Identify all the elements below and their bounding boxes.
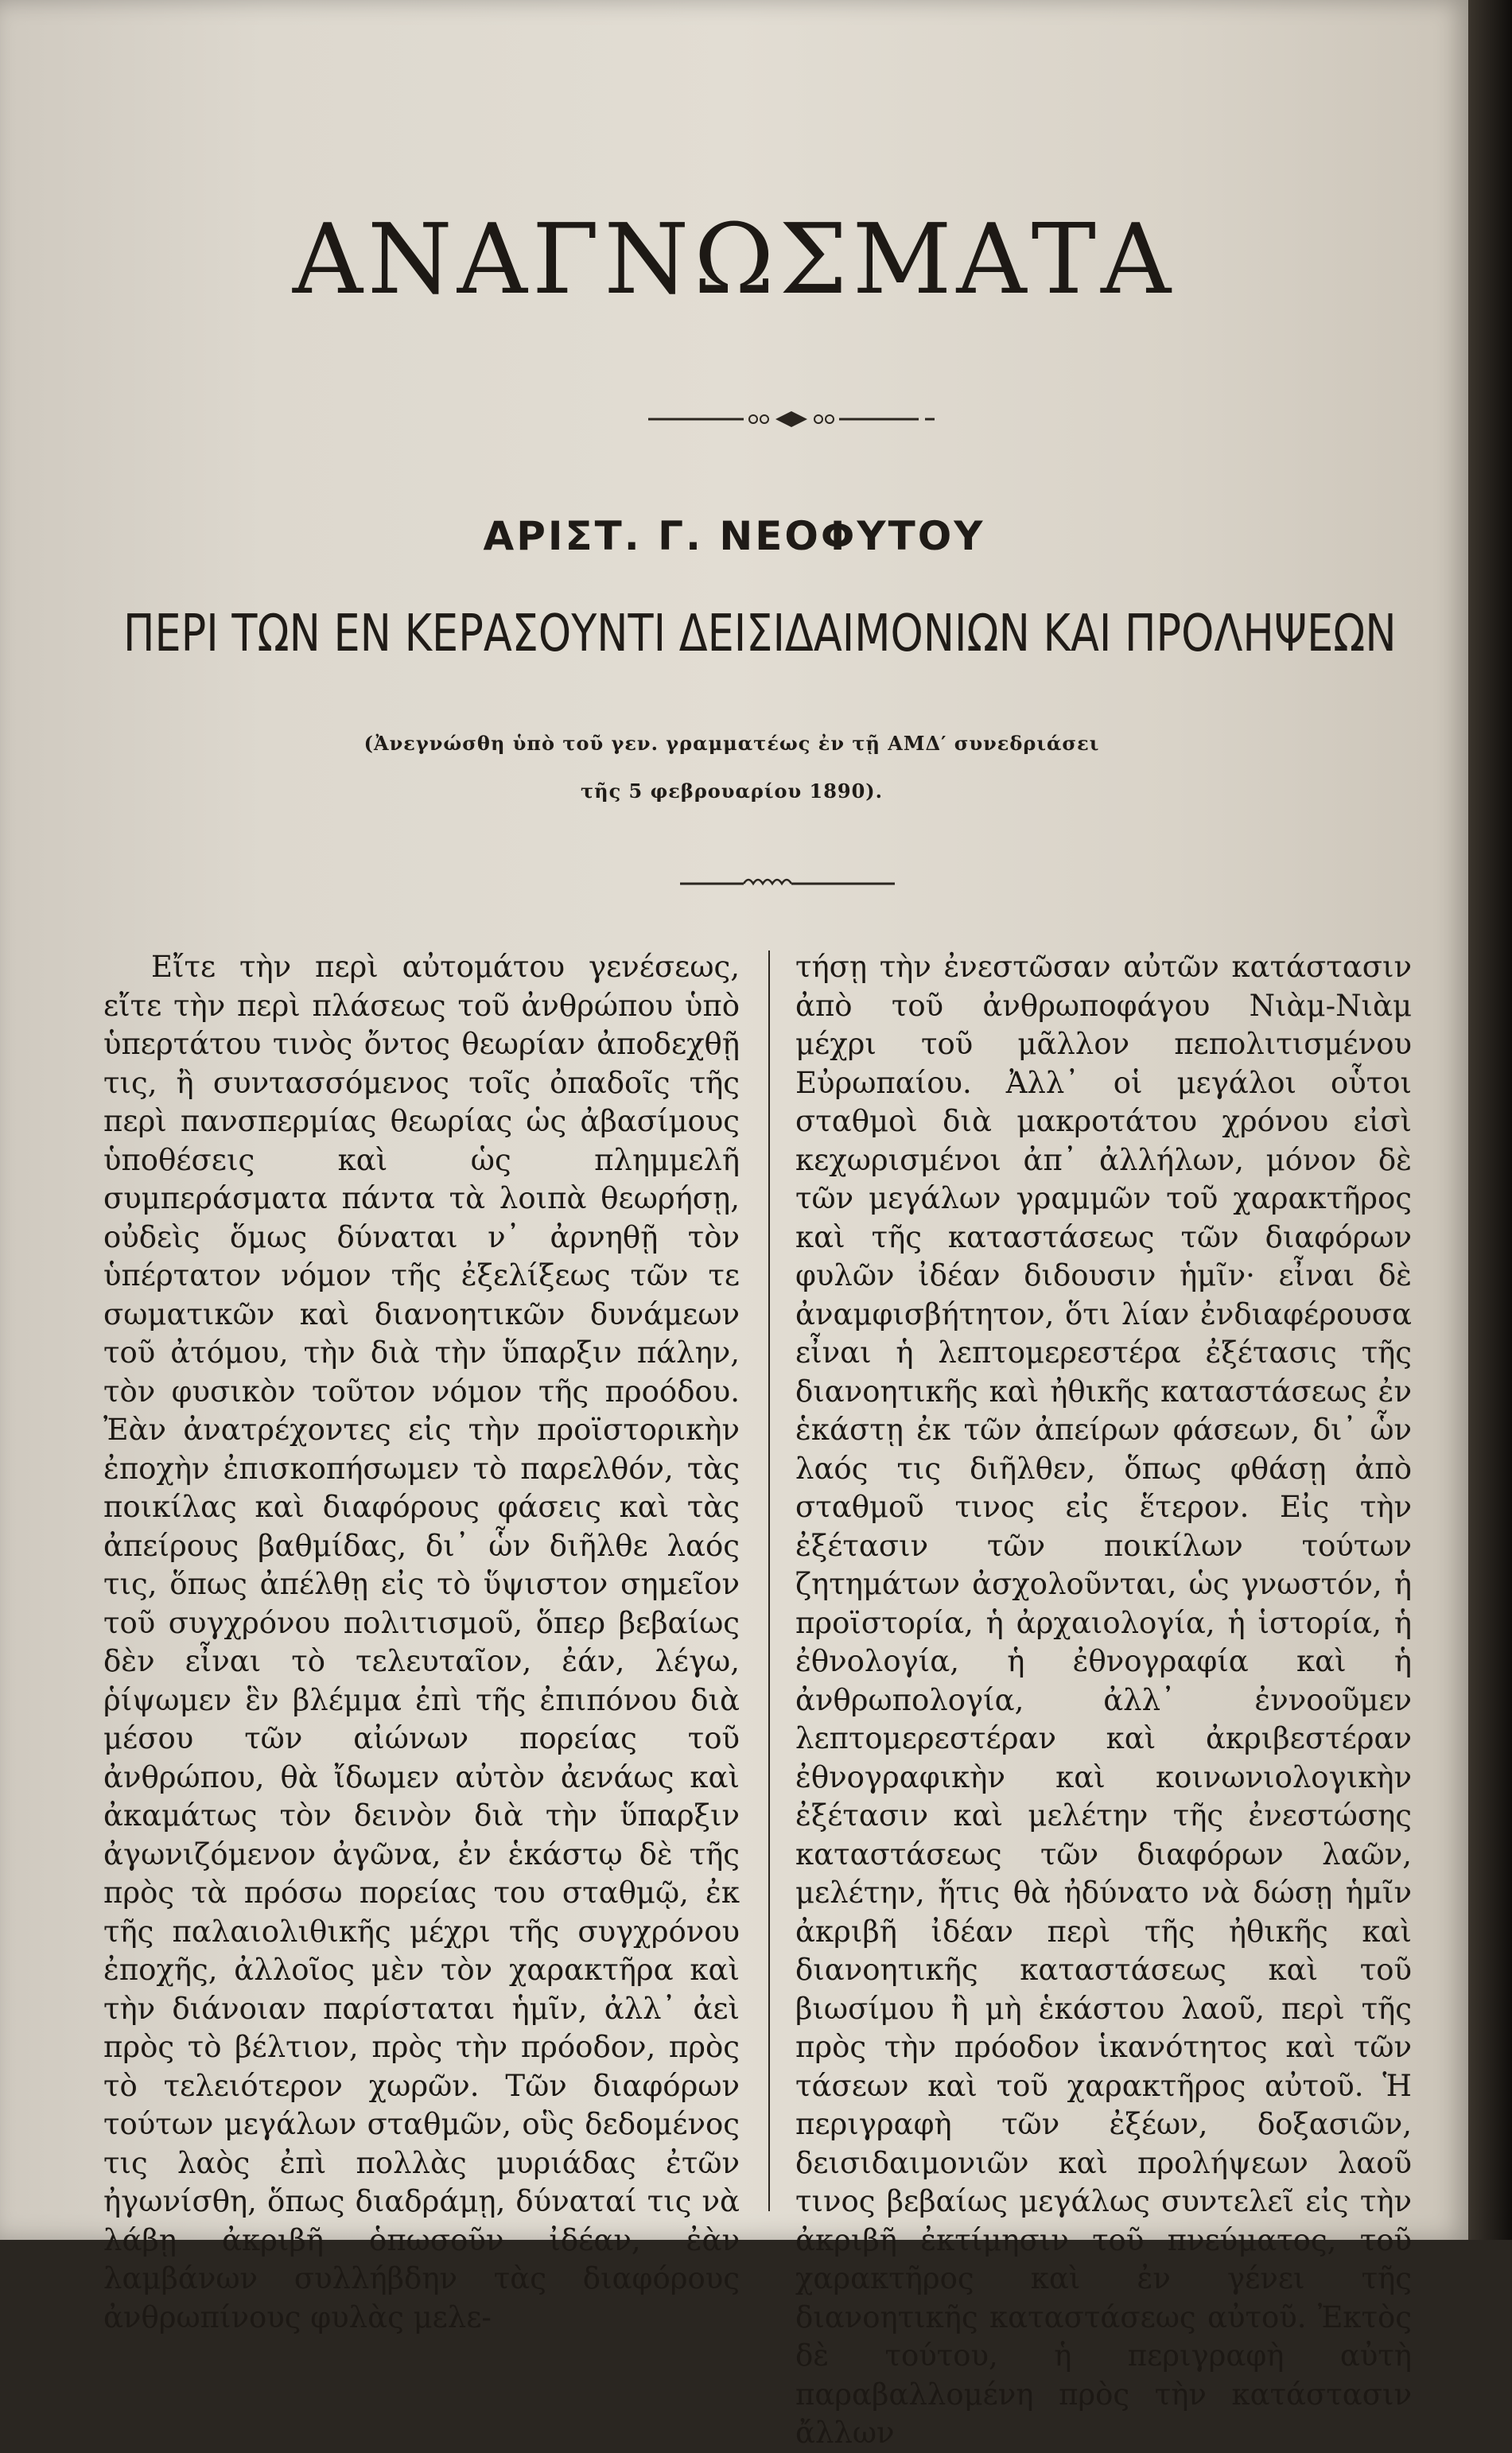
wave-divider [680, 871, 895, 890]
reading-note-line-1: (Ἀνεγνώσθη ὑπὸ τοῦ γεν. γραμματέως ἐν τῇ ΑΜΔ′ συνεδριάσει [363, 732, 1100, 755]
text-column-left [103, 948, 740, 2337]
column-rule [768, 950, 770, 2211]
book-spine-shadow [1468, 0, 1512, 2240]
section-title: ΑΝΑΓΝΩΣΜΑΤΑ [292, 203, 1176, 316]
article-author: ΑΡΙΣΤ. Γ. ΝΕΟΦΥΤΟΥ [483, 513, 985, 559]
ornament-divider [648, 407, 935, 431]
paragraph-right: τήσῃ τὴν ἐνεστῶσαν αὐτῶν κατάστασιν ἀπὸ τοῦ ἀνθρωποφάγου Νιὰμ-Νιὰμ μέχρι τοῦ μᾶλλον πεπολιτισμένου Εὐρωπαίου. Ἀλλ᾽ οἱ μεγάλοι οὗτοι σταθμοὶ διὰ μακροτάτου χρόνου εἰσὶ κεχωρισμένοι ἀπ᾽ ἀλλήλων, μόνον δὲ τῶν μεγάλων γραμμῶν τοῦ χαρακτῆρος καὶ τῆς καταστάσεως τῶν διαφόρων φυλῶν ἰδέαν διδουσιν ἡμῖν· εἶναι δὲ ἀναμφισβήτητον, ὅτι λίαν ἐνδιαφέρουσα εἶναι ἡ λεπτομερεστέρα ἐξέτασις τῆς διανοητικῆς καὶ ἠθικῆς καταστάσεως ἐν ἑκάστῃ ἐκ τῶν ἀπείρων φάσεων, δι᾽ ὧν λαός τις διῆλθεν, ὅπως φθάσῃ ἀπὸ σταθμοῦ τινος εἰς ἕτερον. Εἰς τὴν ἐξέτασιν τῶν ποικίλων τούτων ζητημάτων ἀσχολοῦνται, ὡς γνωστόν, ἡ προϊστορία, ἡ ἀρχαιολογία, ἡ ἱστορία, ἡ ἐθνολογία, ἡ ἐθνογραφία καὶ ἡ ἀνθρωπολογία, ἀλλ᾽ ἐννοοῦμεν λεπτομερεστέραν καὶ ἀκριβεστέραν ἐθνογραφικὴν καὶ κοινωνιολογικὴν ἐξέτασιν καὶ μελέτην τῆς ἐνεστώσης καταστάσεως τῶν διαφόρων λαῶν, μελέτην, ἥτις θὰ ἠδύνατο νὰ δώσῃ ἡμῖν ἀκριβῆ ἰδέαν περὶ τῆς ἠθικῆς καὶ διανοητικῆς καταστάσεως καὶ τοῦ βιωσίμου ἢ μὴ ἑκάστου λαοῦ, περὶ τῆς πρὸς τὴν πρόοδον ἱκανότητος καὶ τῶν τάσεων καὶ τοῦ χαρακτῆρος αὐτοῦ. Ἡ περιγραφὴ τῶν ἐξέων, δοξασιῶν, δεισιδαιμονιῶν καὶ προλήψεων λαοῦ τινος βεβαίως μεγάλως συντελεῖ εἰς τὴν ἀκριβῆ ἐκτίμησιν τοῦ πνεύματος, τοῦ χαρακτῆρος καὶ ἐν γένει τῆς διανοητικῆς καταστάσεως αὐτοῦ. Ἐκτὸς δὲ τούτου, ἡ περιγραφὴ αὐτὴ παραβαλλομένη πρὸς τὴν κατάστασιν ἄλλων [795, 950, 1412, 2450]
article-title: ΠΕΡΙ ΤΩΝ ΕΝ ΚΕΡΑΣΟΥΝΤΙ ΔΕΙΣΙΔΑΙΜΟΝΙΩΝ ΚΑΙ ΠΡΟΛΗΨΕΩΝ [123, 605, 1397, 663]
reading-note [215, 720, 1249, 815]
text-column-right [795, 948, 1412, 2453]
reading-note-line-2: τῆς 5 φεβρουαρίου 1890). [580, 779, 884, 803]
paragraph-left: Εἴτε τὴν περὶ αὐτομάτου γενέσεως, εἴτε τὴν περὶ πλάσεως τοῦ ἀνθρώπου ὑπὸ ὑπερτάτου τινὸς ὄντος θεωρίαν ἀποδεχθῇ τις, ἢ συντασσόμενος τοῖς ὀπαδοῖς τῆς περὶ πανσπερμίας θεωρίας ὡς ἀβασίμους ὑποθέσεις καὶ ὡς πλημμελῆ συμπεράσματα πάντα τὰ λοιπὰ θεωρήσῃ, οὐδεὶς ὅμως δύναται ν᾽ ἀρνηθῇ τὸν ὑπέρτατον νόμον τῆς ἐξελίξεως τῶν τε σωματικῶν καὶ διανοητικῶν δυνάμεων τοῦ ἀτόμου, τὴν διὰ τὴν ὕπαρξιν πάλην, τὸν φυσικὸν τοῦτον νόμον τῆς προόδου. Ἐὰν ἀνατρέχοντες εἰς τὴν προϊστορικὴν ἐποχὴν ἐπισκοπήσωμεν τὸ παρελθόν, τὰς ποικίλας καὶ διαφόρους φάσεις καὶ τὰς ἀπείρους βαθμίδας, δι᾽ ὧν διῆλθε λαός τις, ὅπως ἀπέλθῃ εἰς τὸ ὕψιστον σημεῖον τοῦ συγχρόνου πολιτισμοῦ, ὅπερ βεβαίως δὲν εἶναι τὸ τελευταῖον, ἐάν, λέγω, ῥίψωμεν ἓν βλέμμα ἐπὶ τῆς ἐπιπόνου διὰ μέσου τῶν αἰώνων πορείας τοῦ ἀνθρώπου, θὰ ἴδωμεν αὐτὸν ἀενάως καὶ ἀκαμάτως τὸν δεινὸν διὰ τὴν ὕπαρξιν ἀγωνιζόμενον ἀγῶνα, ἐν ἑκάστῳ δὲ τῆς πρὸς τὰ πρόσω πορείας του σταθμῷ, ἐκ τῆς παλαιολιθικῆς μέχρι τῆς συγχρόνου ἐποχῆς, ἀλλοῖος μὲν τὸν χαρακτῆρα καὶ τὴν διάνοιαν παρίσταται ἡμῖν, ἀλλ᾽ ἀεὶ πρὸς τὸ βέλτιον, πρὸς τὴν πρόοδον, πρὸς τὸ τελειότερον χωρῶν. Τῶν διαφόρων τούτων μεγάλων σταθμῶν, οὓς δεδομένος τις λαὸς ἐπὶ πολλὰς μυριάδας ἐτῶν ἠγωνίσθη, ὅπως διαδράμῃ, δύναταί τις νὰ λάβῃ ἀκριβῆ ὁπωσοῦν ἰδέαν, ἐὰν λαμβάνων συλλήβδην τὰς διαφόρους ἀνθρωπίνους φυλὰς μελε- [103, 950, 740, 2334]
